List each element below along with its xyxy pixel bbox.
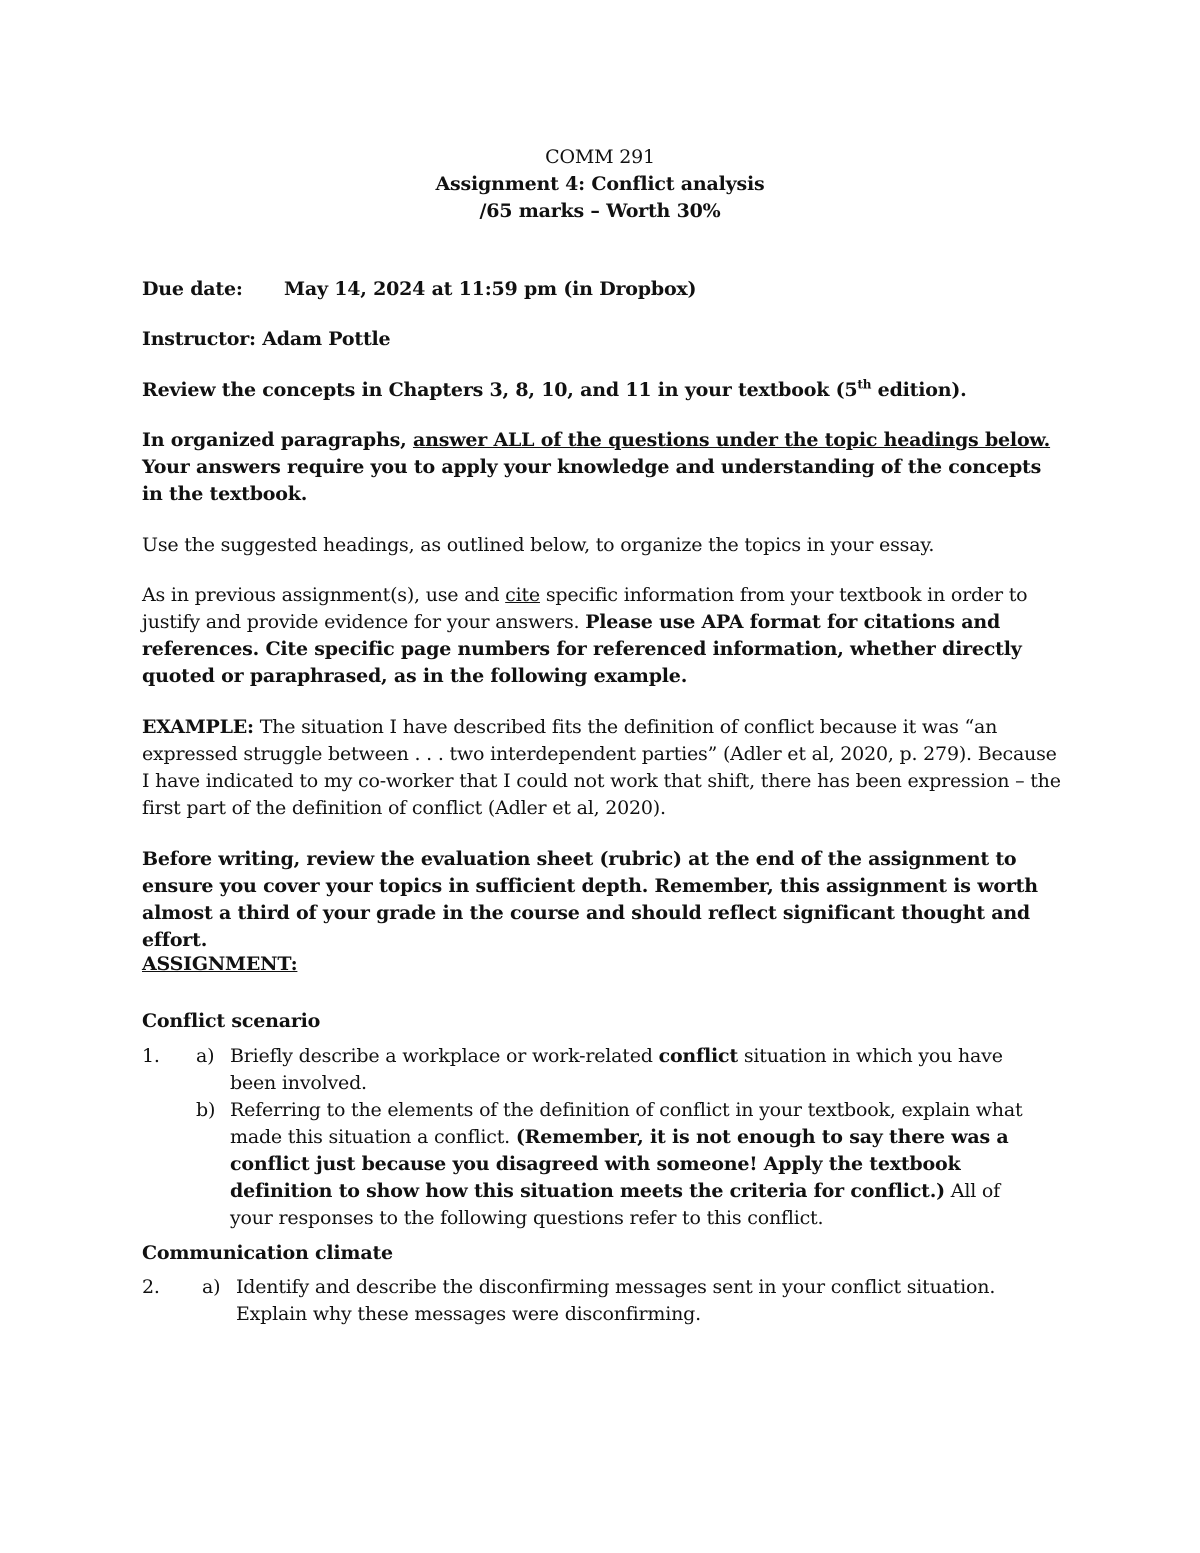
- question-1b-text: [230, 1097, 1038, 1232]
- question-1a-text: [230, 1043, 1050, 1097]
- q1b-text: Referring to the elements of the definition of conflict in your textbook, explain what made this situation a conflict.: [230, 1099, 1023, 1148]
- example-paragraph: [142, 714, 1067, 822]
- assignment-title: Assignment 4: Conflict analysis: [435, 173, 765, 195]
- q1b-text-end: All of your responses to the following questions refer to this conflict.: [230, 1180, 1000, 1229]
- q2a-text: Identify and describe the disconfirming messages sent in your conflict situation. Explain why these messages were disconfirming.: [236, 1276, 996, 1325]
- organized-text-end: Your answers require you to apply your knowledge and understanding of the concepts in the textbook.: [142, 456, 1042, 505]
- organized-paragraph: [142, 427, 1052, 508]
- q1b-bold: (Remember, it is not enough to say there was a conflict just because you disagreed with someone! Apply the textbook definition to show how this situation meets the criteria for conflict.): [230, 1126, 1009, 1202]
- organized-underlined: answer ALL of the questions under the topic headings below.: [412, 429, 1051, 451]
- organized-text: In organized paragraphs,: [142, 429, 413, 451]
- review-text: Review the concepts in Chapters 3, 8, 10, and 11 in your textbook (5: [142, 379, 858, 401]
- example-text: The situation I have described fits the definition of conflict because it was “an expressed struggle between . . . two interdependent parties” (Adler et al, 2020, p. 279). Because I have indicated to my co-worker that I could not work that shift, there has been expression – the first part of the definition of conflict (Adler et al, 2020).: [142, 716, 1061, 819]
- question-1: [142, 1043, 1067, 1233]
- question-number: 1.: [142, 1045, 160, 1067]
- edition-superscript: th: [857, 377, 872, 392]
- question-letter: a): [196, 1045, 215, 1067]
- apa-bold-text: Please use APA format for citations and references. Cite specific page numbers for referenced information, whether directly quoted or paraphrased, as in the following example.: [142, 611, 1022, 687]
- before-writing-paragraph: Before writing, review the evaluation sheet (rubric) at the end of the assignment to ensure you cover your topics in sufficient depth. Remember, this assignment is worth almost a third of your grade in the course and should reflect significant thought and effort.: [142, 848, 1038, 951]
- document-header: [0, 144, 1200, 225]
- question-number: 2.: [142, 1276, 160, 1298]
- q1a-text-end: situation in which you have been involved.: [230, 1045, 1003, 1094]
- instructor-line: Instructor: Adam Pottle: [142, 328, 391, 350]
- question-letter: a): [202, 1276, 221, 1298]
- due-date-line: [142, 276, 1067, 303]
- q1a-text: Briefly describe a workplace or work-related: [230, 1045, 659, 1067]
- review-chapters-line: [142, 377, 1067, 404]
- assignment-heading: ASSIGNMENT:: [142, 953, 298, 975]
- section-heading-conflict-scenario: Conflict scenario: [142, 1010, 321, 1032]
- due-date-value: May 14, 2024 at 11:59 pm (in Dropbox): [284, 278, 697, 300]
- headings-instruction: Use the suggested headings, as outlined below, to organize the topics in your essay.: [142, 534, 935, 556]
- cite-underlined: cite: [505, 584, 540, 606]
- marks-line: /65 marks – Worth 30%: [479, 200, 721, 222]
- question-2: [142, 1274, 1067, 1334]
- apa-text-2: specific information from your textbook in order to justify and provide evidence for your answers.: [142, 584, 1028, 633]
- section-heading-communication-climate: Communication climate: [142, 1242, 393, 1264]
- course-code: COMM 291: [545, 146, 655, 168]
- due-date-label: Due date:: [142, 278, 243, 300]
- question-2a-text: [236, 1274, 1016, 1328]
- apa-paragraph: [142, 582, 1067, 690]
- review-text-end: edition).: [871, 379, 967, 401]
- apa-text: As in previous assignment(s), use and: [142, 584, 506, 606]
- q1a-bold: conflict: [658, 1045, 738, 1067]
- question-letter: b): [196, 1099, 216, 1121]
- example-label: EXAMPLE:: [142, 716, 254, 738]
